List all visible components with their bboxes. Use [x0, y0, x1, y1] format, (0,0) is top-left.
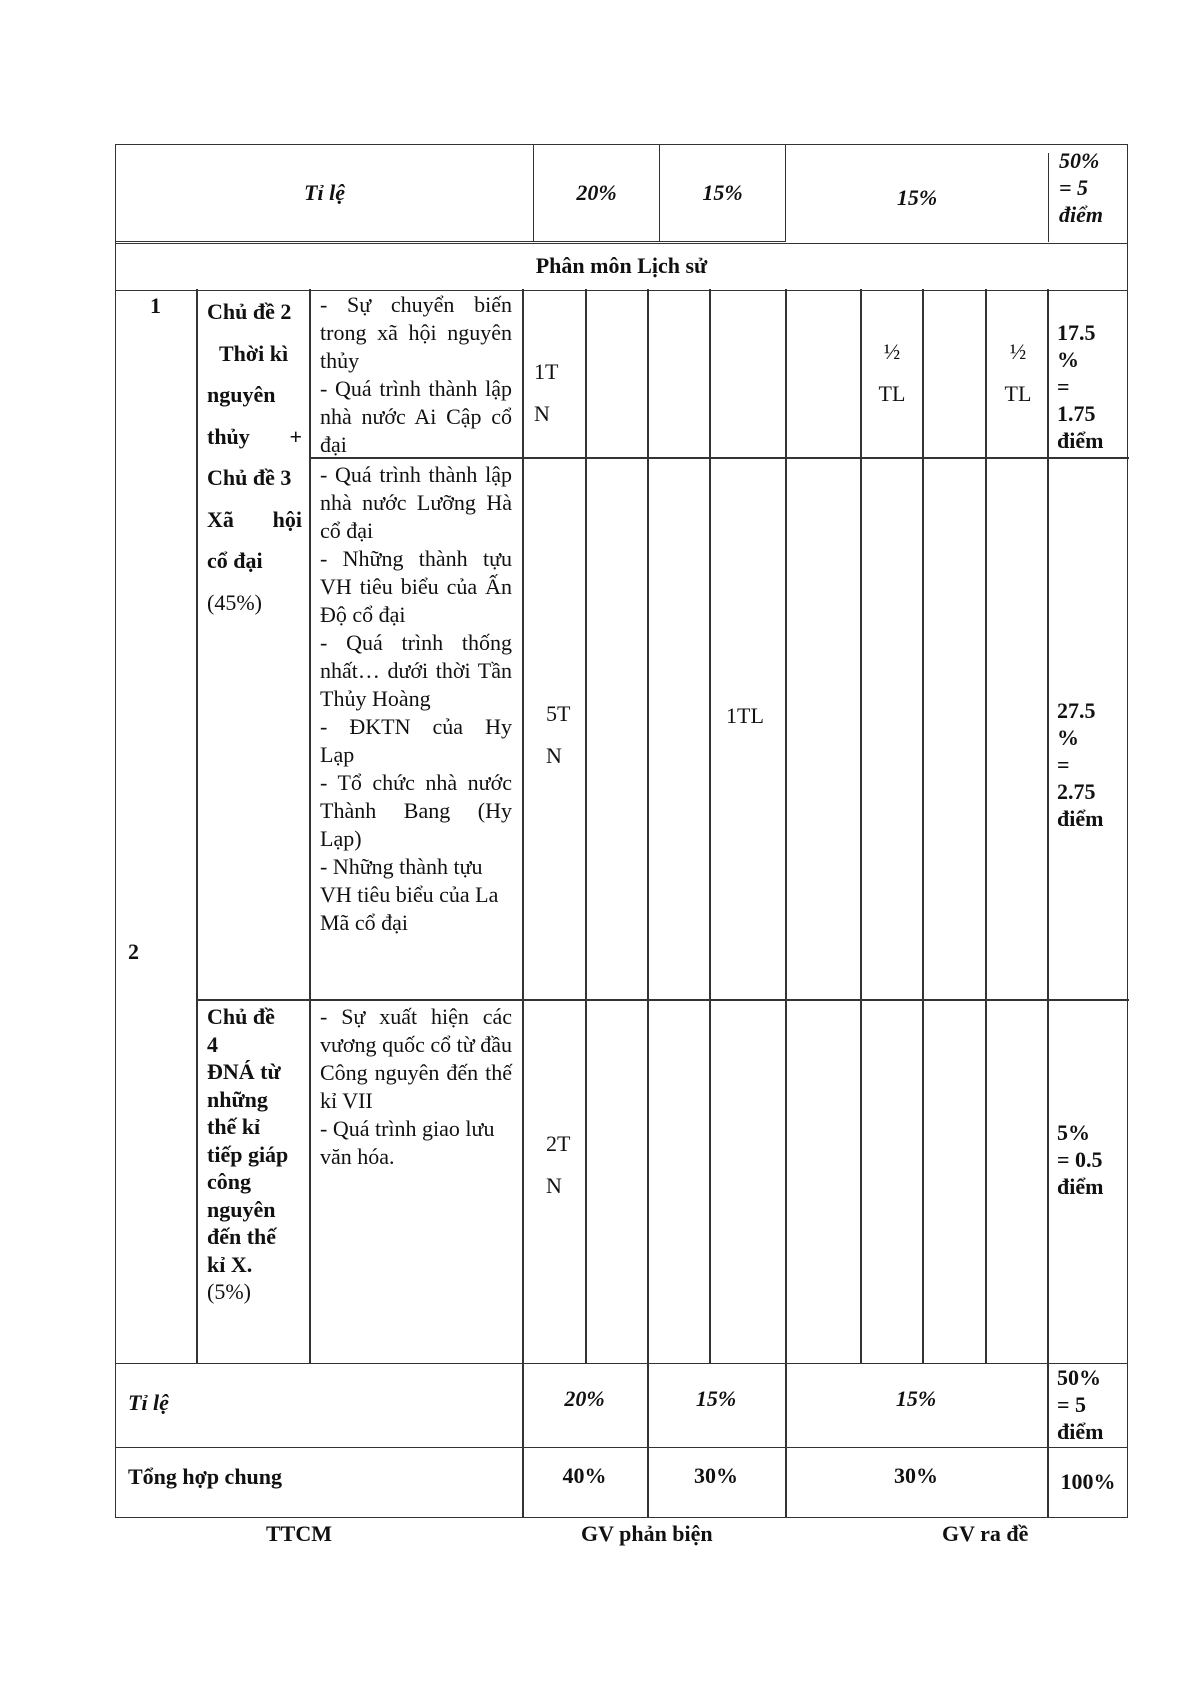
row-3-content: - Sự xuất hiện các vương quốc cổ từ đầu Công nguyên đến thế kỉ VII - Quá trình giao lưu văn hóa.	[320, 1004, 512, 1169]
ratio-c1: 20%	[564, 1386, 605, 1411]
ratio-row	[115, 1362, 1128, 1448]
top-ratio-c1: 20%	[534, 145, 660, 242]
summary-label: Tổng hợp chung	[128, 1464, 283, 1489]
summary-total: 100%	[1060, 1469, 1116, 1494]
ratio-total: 50% = 5 điểm	[1057, 1365, 1104, 1444]
row-2-q1: 5T N	[546, 701, 571, 768]
ratio-c3: 15%	[895, 1386, 937, 1411]
row-2-total: 27.5 % = 2.75 điểm	[1057, 698, 1104, 831]
summary-c3: 30%	[894, 1463, 938, 1488]
summary-c2: 30%	[694, 1463, 738, 1488]
top-ratio-total: 50% = 5 điểm	[1059, 148, 1103, 227]
row-1-total: 17.5 % = 1.75 điểm	[1057, 320, 1104, 453]
row-2-q2: 1TL	[726, 703, 764, 728]
row-3-q1: 2T N	[546, 1131, 571, 1198]
signature-reviewer: GV phản biện	[581, 1521, 713, 1546]
ratio-label: Tỉ lệ	[128, 1390, 169, 1415]
row-1-stt: 1	[150, 293, 161, 318]
main-table	[115, 289, 1128, 1364]
row-1-q-half-2: ½ TL	[1004, 339, 1032, 406]
summary-c1: 40%	[562, 1463, 607, 1488]
row-1-q-half-1: ½ TL	[878, 339, 906, 406]
signature-ttcm: TTCM	[266, 1521, 332, 1546]
row-3-total: 5% = 0.5 điểm	[1057, 1120, 1104, 1199]
row-1-q1: 1T N	[534, 359, 559, 426]
ratio-c2: 15%	[695, 1386, 737, 1411]
top-ratio-c2: 15%	[660, 145, 786, 242]
row-1-topic: Chủ đề 2 Thời kì nguyên thủy + Chủ đề 3 Xã hội cổ đại (45%)	[207, 299, 302, 615]
top-ratio-label: Tỉ lệ	[116, 145, 534, 242]
signature-author: GV ra đề	[942, 1521, 1029, 1546]
row-2-content: - Quá trình thành lập nhà nước Lưỡng Hà cổ đại - Những thành tựu VH tiêu biểu của Ấn Độ cổ đại - Quá trình thống nhất… dưới thời Tần Thủy Hoàng - ĐKTN của Hy Lạp - Tổ chức nhà nước Thành Bang (Hy Lạp) - Những thành tựu VH tiêu biểu của La Mã cổ đại	[320, 462, 512, 935]
row-3-topic: Chủ đề 4 ĐNÁ từ những thế kỉ tiếp giáp công nguyên đến thế kỉ X. (5%)	[207, 1004, 289, 1304]
row-2-stt: 2	[128, 939, 139, 964]
section-title: Phân môn Lịch sử	[115, 242, 1128, 291]
top-ratio-c3: 15%	[786, 153, 1049, 242]
top-ratio-table	[115, 144, 1128, 244]
row-1-content: - Sự chuyển biến trong xã hội nguyên thủy - Quá trình thành lập nhà nước Ai Cập cổ đại	[320, 292, 512, 457]
summary-row	[115, 1446, 1128, 1518]
